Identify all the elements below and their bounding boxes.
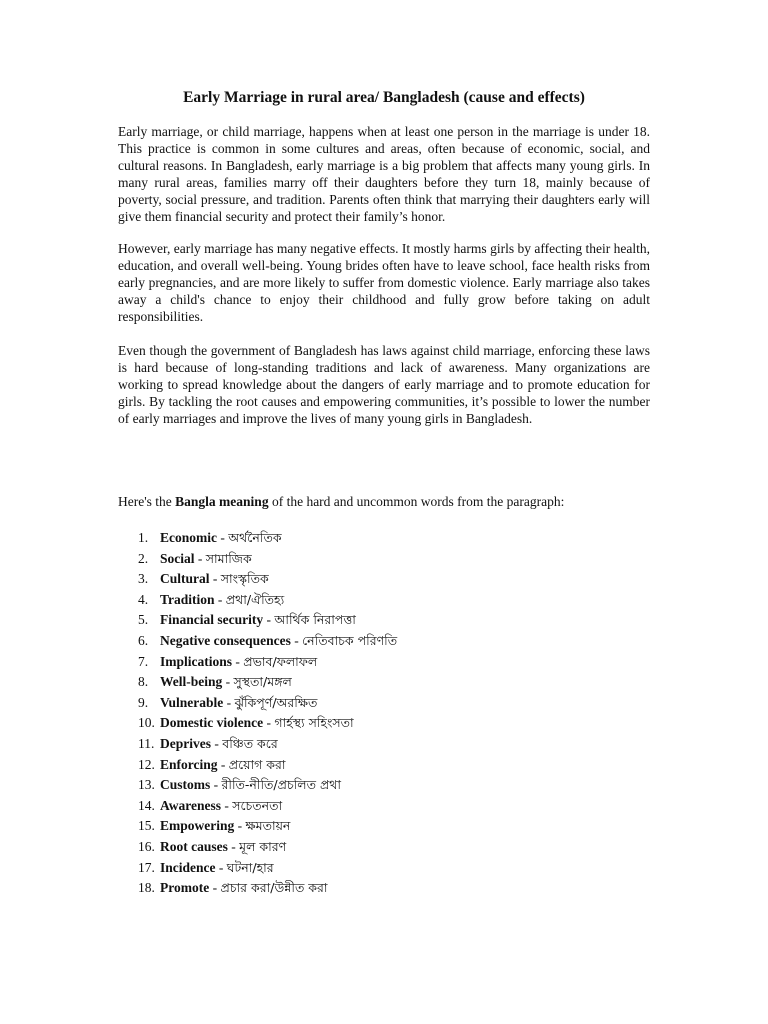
vocabulary-meaning: অর্থনৈতিক [228,530,282,545]
vocabulary-meaning: রীতি-নীতি/প্রচলিত প্রথা [221,777,342,793]
vocabulary-term: Implications [160,653,233,669]
vocabulary-item [138,817,397,838]
vocabulary-item [138,838,397,859]
vocabulary-number: 10. [138,715,155,731]
vocabulary-term: Deprives [160,735,211,751]
vocabulary-item [138,632,397,653]
vocabulary-meaning: সাংস্কৃতিক [220,571,269,587]
vocabulary-number: 12. [138,756,155,772]
vocabulary-term: Root causes [160,838,228,854]
vocabulary-meaning: ঘটনা/হার [226,859,274,875]
vocabulary-separator: - [211,735,223,751]
paragraph-3: Even though the government of Bangladesh has laws against child marriage, enforcing these laws is hard because of long-standing traditions and lack of awareness. Many organizations are working to spread knowledge about the dangers of early marriage and to promote education for girls. By tackling the root causes and empowering communities, it’s possible to lower the number of early marriages and improve the lives of many young girls in Bangladesh. [118,343,650,426]
vocabulary-term: Promote [160,880,210,896]
vocabulary-number: 8. [138,674,149,690]
vocabulary-number: 7. [138,653,149,669]
vocabulary-separator: - [194,550,206,566]
vocabulary-meaning: সুস্থতা/মঙ্গল [233,674,292,690]
vocabulary-meaning: আর্থিক নিরাপত্তা [274,612,356,628]
vocabulary-number: 11. [138,735,155,751]
vocabulary-number: 6. [138,632,149,648]
vocabulary-item [138,797,397,818]
vocabulary-separator: - [217,530,229,545]
vocabulary-number: 16. [138,838,155,854]
intro-before: Here's the [118,494,176,509]
vocabulary-meaning: ঝুঁকিপূর্ণ/অরক্ষিত [234,694,318,710]
vocabulary-meaning: প্রচার করা/উন্নীত করা [220,880,328,896]
vocabulary-separator: - [209,571,221,587]
vocabulary-term: Well-being [160,674,223,690]
vocabulary-term: Empowering [160,818,235,834]
vocabulary-meaning: প্রয়োগ করা [228,756,286,772]
vocabulary-term: Domestic violence [160,715,264,731]
vocabulary-meaning: নেতিবাচক পরিণতি [302,632,398,648]
paragraph-2: However, early marriage has many negative effects. It mostly harms girls by affecting their health, education, and overall well-being. Young brides often have to leave school, face health risks from early pregnancies, and are more likely to suffer from domestic violence. Early marriage also takes away a child's chance to enjoy their childhood and fully grow before taking on adult responsibilities. [118,241,650,324]
vocabulary-item [138,653,397,674]
vocabulary-separator: - [263,612,275,628]
vocabulary-term: Financial security [160,612,264,628]
vocabulary-term: Cultural [160,571,210,587]
vocabulary-separator: - [210,777,222,793]
vocabulary-separator: - [223,694,235,710]
vocabulary-term: Customs [160,777,211,793]
vocabulary-term: Incidence [160,859,216,875]
vocabulary-item [138,550,397,571]
vocabulary-meaning: সামাজিক [205,550,252,566]
vocabulary-meaning: গার্হস্থ্য সহিংসতা [274,715,354,731]
vocabulary-term: Enforcing [160,756,218,772]
vocabulary-list [138,529,397,900]
vocabulary-number: 17. [138,859,155,875]
vocabulary-separator: - [209,880,221,896]
intro-bold: Bangla meaning [175,494,269,509]
vocabulary-intro [118,493,564,510]
vocabulary-separator: - [215,859,227,875]
vocabulary-meaning: প্রথা/ঐতিহ্য [225,591,285,607]
vocabulary-item [138,776,397,797]
vocabulary-term: Social [160,550,195,566]
vocabulary-number: 2. [138,550,149,566]
vocabulary-separator: - [234,818,246,834]
vocabulary-term: Economic [160,530,217,545]
vocabulary-number: 5. [138,612,149,628]
vocabulary-separator: - [214,591,226,607]
vocabulary-number: 15. [138,818,155,834]
vocabulary-meaning: সচেতনতা [232,797,283,813]
vocabulary-item [138,529,397,550]
vocabulary-meaning: বঞ্চিত করে [222,735,278,751]
vocabulary-term: Vulnerable [160,694,224,710]
vocabulary-number: 9. [138,694,149,710]
vocabulary-meaning: মূল কারণ [239,838,287,854]
vocabulary-separator: - [217,756,229,772]
vocabulary-term: Awareness [160,797,221,813]
document-title: Early Marriage in rural area/ Bangladesh (cause and effects) [183,89,585,106]
vocabulary-item [138,694,397,715]
vocabulary-separator: - [222,674,234,690]
vocabulary-term: Tradition [160,591,215,607]
vocabulary-number: 3. [138,571,149,587]
vocabulary-meaning: ক্ষমতায়ন [245,818,291,834]
vocabulary-separator: - [227,838,240,854]
vocabulary-item [138,611,397,632]
vocabulary-item [138,756,397,777]
vocabulary-item [138,673,397,694]
vocabulary-item [138,570,397,591]
paragraph-1: Early marriage, or child marriage, happens when at least one person in the marriage is under 18. This practice is common in some cultures and areas, often because of economic, social, and cultural reasons. In Bangladesh, early marriage is a big problem that affects many young girls. In many rural areas, families marry off their daughters before they turn 18, mainly because of poverty, social pressure, and tradition. Parents often think that marrying their daughters early will give them financial security and protect their family’s honor. [118,124,650,224]
vocabulary-separator: - [221,797,233,813]
vocabulary-meaning: প্রভাব/ফলাফল [243,653,318,669]
vocabulary-item [138,735,397,756]
vocabulary-number: 18. [138,880,155,896]
vocabulary-item [138,859,397,880]
vocabulary-item [138,879,397,900]
vocabulary-separator: - [232,653,244,669]
vocabulary-number: 13. [138,777,155,793]
vocabulary-item [138,714,397,735]
vocabulary-number: 4. [138,591,149,607]
intro-after: of the hard and uncommon words from the paragraph: [268,494,565,509]
vocabulary-separator: - [290,632,303,648]
vocabulary-item [138,591,397,612]
vocabulary-separator: - [263,715,275,731]
vocabulary-number: 14. [138,797,155,813]
vocabulary-number: 1. [138,530,149,545]
vocabulary-term: Negative consequences [160,632,291,648]
